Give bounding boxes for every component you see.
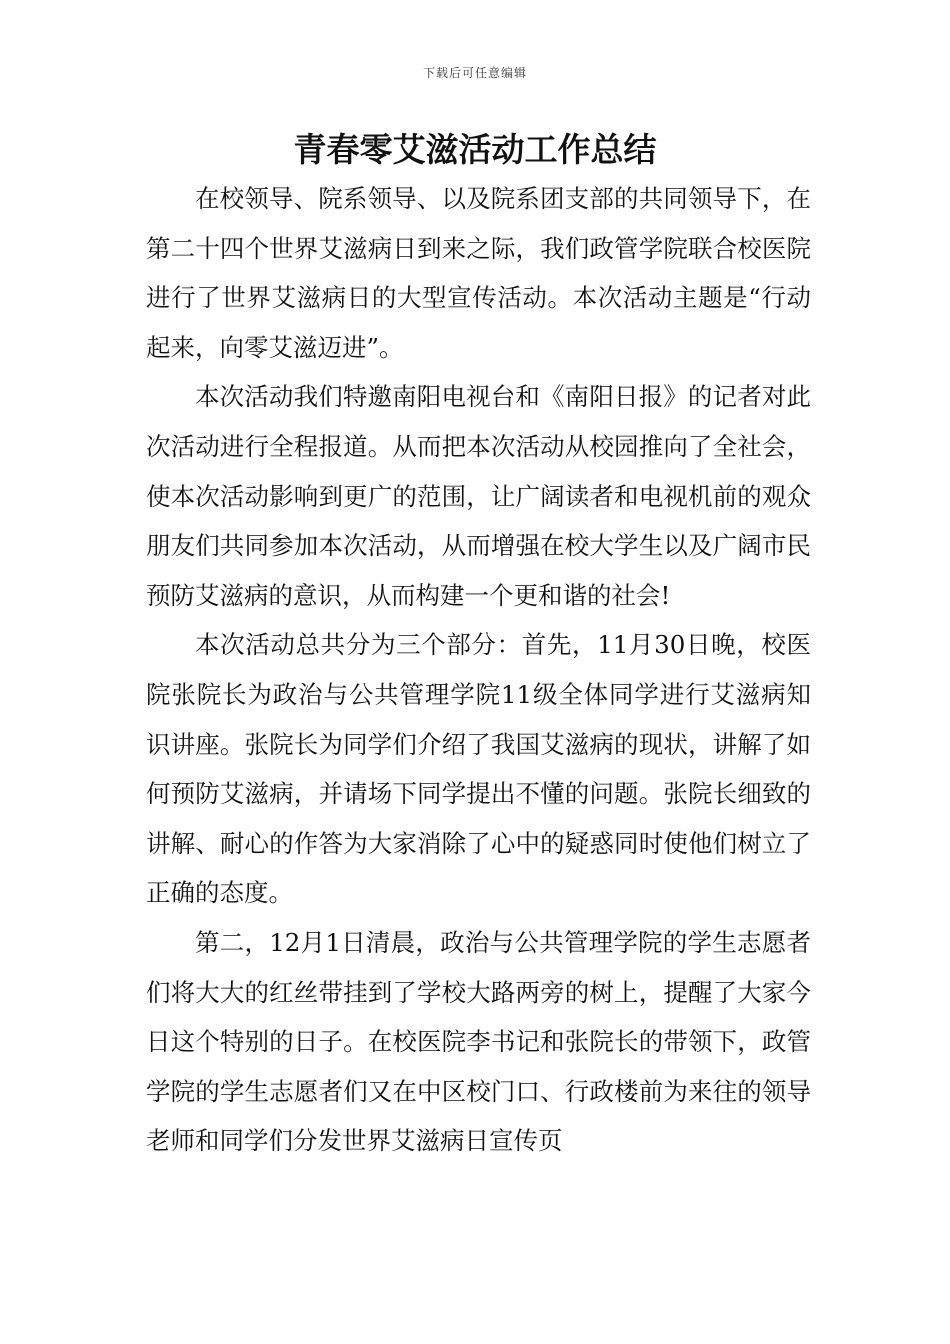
header-note: 下载后可任意编辑: [422, 66, 527, 80]
paragraph-ribbon: 第二，12月1日清晨，政治与公共管理学院的学生志愿者们将大大的红丝带挂到了学校大路两旁的树上，提醒了大家今日这个特别的日子。在校医院李书记和张院长的带领下，政管学院的学生志愿者们又在中区校门口、行政楼前为来往的领导老师和同学们分发世界艾滋病日宣传页: [146, 927, 811, 1156]
paragraph-intro: 在校领导、院系领导、以及院系团支部的共同领导下，在第二十四个世界艾滋病日到来之际，我们政管学院联合校医院进行了世界艾滋病日的大型宣传活动。本次活动主题是“行动起来，向零艾滋迈进”。: [146, 184, 811, 362]
document-title: 青春零艾滋活动工作总结: [293, 130, 657, 169]
paragraph-lecture: 本次活动总共分为三个部分：首先，11月30日晚，校医院张院长为政治与公共管理学院11级全体同学进行艾滋病知识讲座。张院长为同学们介绍了我国艾滋病的现状，讲解了如何预防艾滋病，并请场下同学提出不懂的问题。张院长细致的讲解、耐心的作答为大家消除了心中的疑惑同时使他们树立了正确的态度。: [146, 630, 811, 908]
paragraph-media: 本次活动我们特邀南阳电视台和《南阳日报》的记者对此次活动进行全程报道。从而把本次活动从校园推向了全社会，使本次活动影响到更广的范围，让广阔读者和电视机前的观众朋友们共同参加本次活动，从而增强在校大学生以及广阔市民预防艾滋病的意识，从而构建一个更和谐的社会!: [146, 382, 811, 610]
document-body: [146, 174, 811, 1166]
